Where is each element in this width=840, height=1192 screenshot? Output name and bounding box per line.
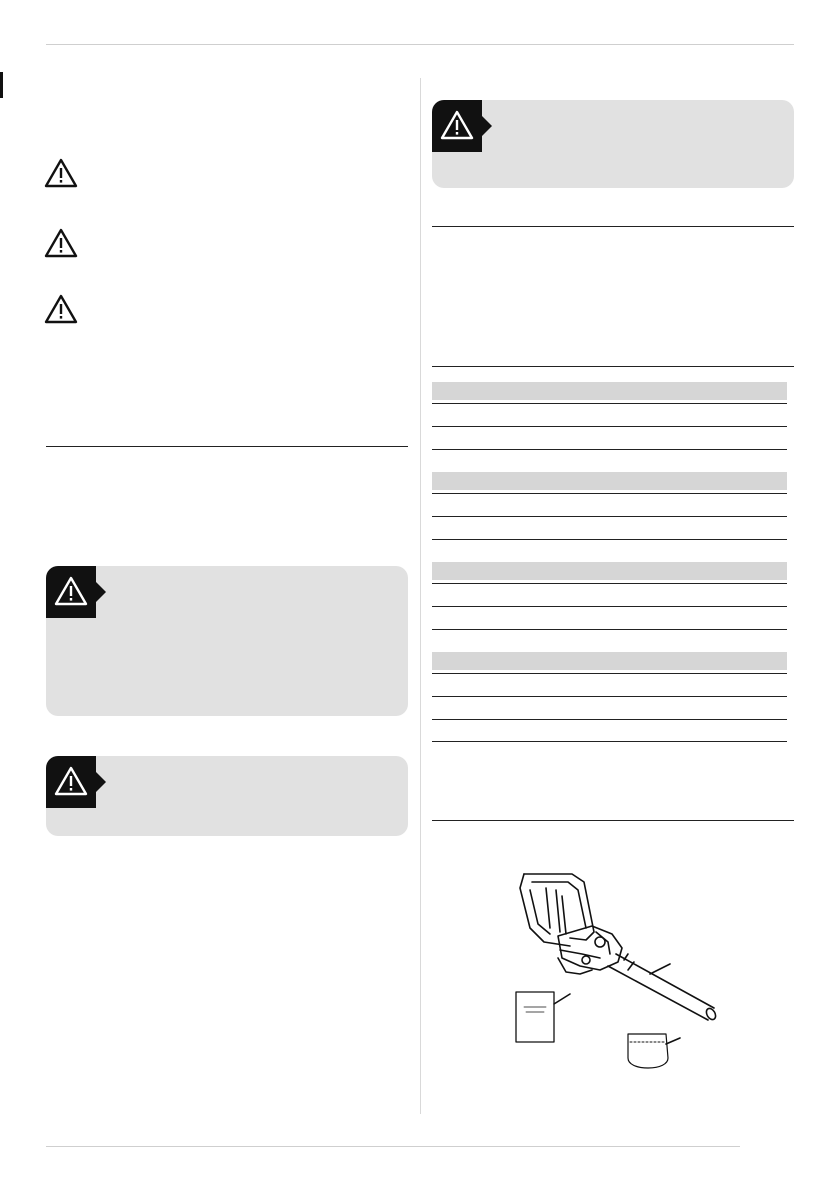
spec-group-header bbox=[432, 472, 787, 490]
section-divider bbox=[46, 446, 408, 447]
column-divider bbox=[420, 78, 421, 1114]
spec-row bbox=[432, 516, 787, 517]
warning-triangle-icon bbox=[54, 766, 88, 796]
section-divider bbox=[432, 820, 794, 821]
header-rule bbox=[46, 44, 794, 45]
warning-tab bbox=[46, 756, 96, 808]
section-divider bbox=[432, 226, 794, 227]
spec-row bbox=[432, 741, 787, 742]
spec-group-header bbox=[432, 652, 787, 670]
spec-row bbox=[432, 426, 787, 427]
spec-row bbox=[432, 539, 787, 540]
spec-row bbox=[432, 606, 787, 607]
warning-triangle-icon bbox=[44, 228, 78, 258]
warning-tab bbox=[46, 566, 96, 618]
spec-row bbox=[432, 449, 787, 450]
warning-box bbox=[432, 100, 794, 188]
warning-triangle-icon bbox=[44, 294, 78, 324]
warning-box bbox=[46, 756, 408, 836]
spec-group-header bbox=[432, 562, 787, 580]
spec-row bbox=[432, 583, 787, 584]
spec-row bbox=[432, 696, 787, 697]
spec-row bbox=[432, 403, 787, 404]
warning-triangle-icon bbox=[440, 110, 474, 140]
spec-row bbox=[432, 629, 787, 630]
warning-box bbox=[46, 566, 408, 716]
section-divider bbox=[432, 366, 794, 367]
spec-row bbox=[432, 493, 787, 494]
warning-triangle-icon bbox=[54, 576, 88, 606]
spec-row bbox=[432, 719, 787, 720]
footer-rule bbox=[46, 1146, 740, 1147]
warning-triangle-icon bbox=[44, 158, 78, 188]
spec-group-header bbox=[432, 382, 787, 400]
warning-tab bbox=[432, 100, 482, 152]
tool-illustration bbox=[500, 862, 740, 1072]
spec-row bbox=[432, 673, 787, 674]
page-edge-marker bbox=[0, 72, 3, 98]
package-contents-figure bbox=[500, 862, 740, 1072]
